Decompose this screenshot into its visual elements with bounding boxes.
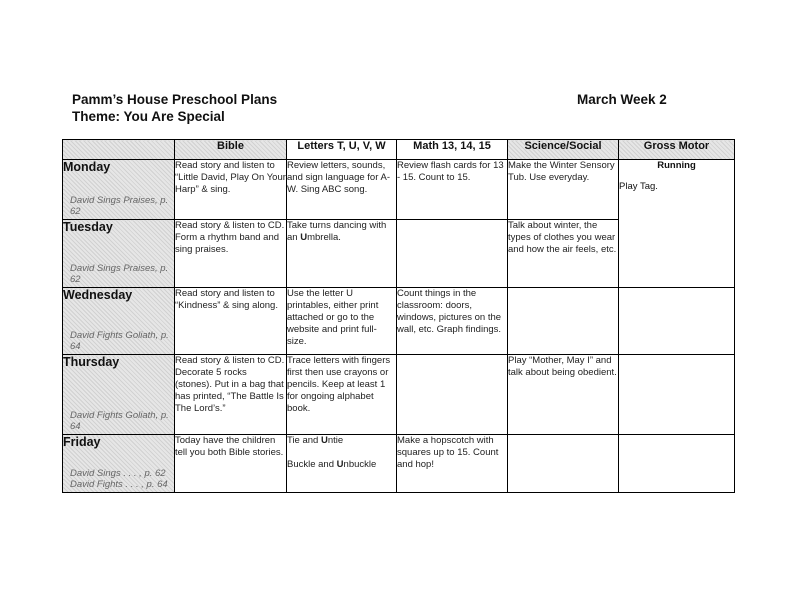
gross-motor-cell <box>619 160 735 288</box>
math-cell <box>397 220 508 288</box>
lesson-plan-table <box>62 139 735 493</box>
day-cell-friday <box>63 435 175 493</box>
day-name: Monday <box>63 160 111 174</box>
bible-cell: Read story and listen to “Little David, Play On Your Harp” & sing. <box>175 160 287 220</box>
document-header <box>72 91 722 125</box>
letters-text: mbrella. <box>307 232 341 243</box>
column-header-math: Math 13, 14, 15 <box>397 140 508 160</box>
letters-cell <box>287 435 397 493</box>
math-cell: Review flash cards for 13 - 15. Count to 15. <box>397 160 508 220</box>
letters-cell: Use the letter U printables, either print attached or go to the website and print full-size. <box>287 288 397 355</box>
bible-cell: Read story and listen to “Kindness” & sing along. <box>175 288 287 355</box>
science-cell: Talk about winter, the types of clothes you wear and how the air feels, etc. <box>508 220 619 288</box>
story-reference: David Fights . . . , p. 64 <box>70 479 168 490</box>
highlight-letter: U <box>300 232 308 243</box>
gross-motor-cell <box>619 435 735 493</box>
header-row <box>63 140 735 160</box>
letters-text: Tie and <box>287 435 321 446</box>
science-cell <box>508 435 619 493</box>
gross-motor-cell <box>619 288 735 355</box>
story-reference: David Sings Praises, p. 62 <box>70 263 169 285</box>
bible-cell: Read story & listen to CD. Form a rhythm band and sing praises. <box>175 220 287 288</box>
day-name: Tuesday <box>63 220 113 234</box>
column-header-bible: Bible <box>175 140 287 160</box>
corner-cell <box>63 140 175 160</box>
science-cell <box>508 288 619 355</box>
theme-label: Theme: You Are Special <box>72 109 225 124</box>
page-title: Pamm’s House Preschool Plans <box>72 92 278 107</box>
science-cell: Make the Winter Sensory Tub. Use everyday. <box>508 160 619 220</box>
gross-motor-text: Play Tag. <box>619 181 658 192</box>
letters-text: Buckle and <box>287 459 337 470</box>
week-label: March Week 2 <box>577 92 667 107</box>
letters-cell: Review letters, sounds, and sign language for A-W. Sing ABC song. <box>287 160 397 220</box>
story-reference: David Fights Goliath, p. 64 <box>70 410 169 432</box>
letters-cell: Trace letters with fingers first then use crayons or pencils. Keep at least 1 for ongoing alphabet book. <box>287 355 397 435</box>
day-name: Friday <box>63 435 101 449</box>
table-row-friday <box>63 435 735 493</box>
title-row <box>72 91 722 108</box>
day-cell-thursday <box>63 355 175 435</box>
math-cell: Count things in the classroom: doors, windows, pictures on the wall, etc. Graph findings. <box>397 288 508 355</box>
column-header-science: Science/Social <box>508 140 619 160</box>
story-reference: David Fights Goliath, p. 64 <box>70 330 169 352</box>
day-cell-monday <box>63 160 175 220</box>
day-name: Thursday <box>63 355 120 369</box>
math-cell <box>397 355 508 435</box>
bible-cell: Read story & listen to CD. Decorate 5 rocks (stones). Put in a bag that has printed, “The Battle Is The Lord’s.” <box>175 355 287 435</box>
story-reference: David Sings Praises, p. 62 <box>70 195 169 217</box>
story-references <box>70 468 168 490</box>
table-row-wednesday <box>63 288 735 355</box>
letters-cell <box>287 220 397 288</box>
table-row-thursday <box>63 355 735 435</box>
day-name: Wednesday <box>63 288 133 302</box>
column-header-gross-motor: Gross Motor <box>619 140 735 160</box>
letters-text: ntie <box>327 435 344 446</box>
math-cell: Make a hopscotch with squares up to 15. Count and hop! <box>397 435 508 493</box>
column-header-letters: Letters T, U, V, W <box>287 140 397 160</box>
day-cell-wednesday <box>63 288 175 355</box>
science-cell: Play “Mother, May I” and talk about being obedient. <box>508 355 619 435</box>
highlight-letter: U <box>336 459 344 470</box>
highlight-letter: U <box>320 435 328 446</box>
letters-text: Take turns dancing with an <box>287 220 387 243</box>
gross-motor-heading: Running <box>657 160 696 171</box>
letters-text: nbuckle <box>343 459 377 470</box>
table-row-monday <box>63 160 735 220</box>
story-reference: David Sings . . . , p. 62 <box>70 468 166 479</box>
bible-cell: Today have the children tell you both Bible stories. <box>175 435 287 493</box>
gross-motor-cell <box>619 355 735 435</box>
day-cell-tuesday <box>63 220 175 288</box>
